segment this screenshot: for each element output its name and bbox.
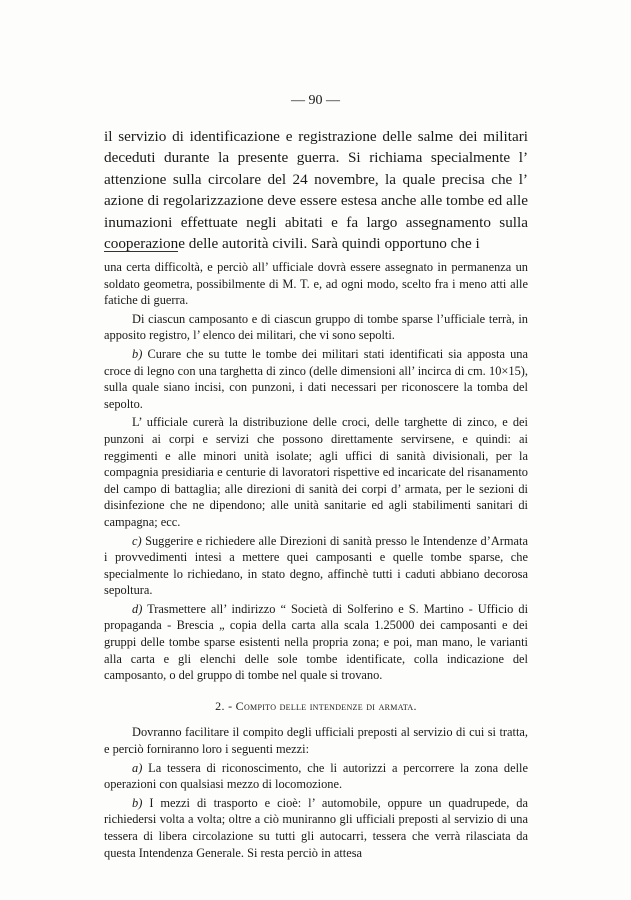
paragraph-1: una certa difficoltà, e perciò all’ ufficiale dovrà essere assegnato in permanenza un soldato geometra, possibilmente di M. T. e, ad ogni modo, scelto fra i meno atti alle fatiche di guerra. (104, 260, 528, 308)
paragraph-2: Di ciascun camposanto e di ciascun gruppo di tombe sparse l’ufficiale terrà, in apposito registro, l’ elenco dei militari, che vi sono sepolti. (104, 311, 528, 343)
item-b-label: b) (132, 346, 143, 361)
paragraph-5 (104, 533, 528, 599)
page-number: — 90 — (291, 93, 340, 108)
continued-text-block (104, 259, 528, 863)
section-heading: 2. - Compito delle intendenze di armata. (215, 698, 417, 713)
paragraph-9 (104, 795, 528, 861)
item-b2-label: b) (132, 795, 143, 810)
paragraph-8 (104, 760, 528, 793)
main-paragraph: il servizio di identificazione e registrazione delle salme dei militari deceduti durante la presente guerra. Si richiama specialmente l’ attenzione sulla circolare del 24 novembre, la quale precisa che l’ azione di regolarizzazione deve essere estesa anche alle tombe ed alle inumazioni effettuate negli abitati e fa largo assegnamento sulla cooperazione delle autorità civili. Sarà quindi opportuno che i (104, 128, 528, 253)
item-d-label: d) (132, 601, 143, 616)
item-c-label: c) (132, 533, 142, 548)
item-a-label: a) (132, 760, 143, 775)
item-b-text: Curare che su tutte le tombe dei militari stati identificati sia apposta una croce di legno con una targhetta di zinco (delle dimensioni all’ incirca di cm. 10×15), sulla quale siano incisi, con punzoni, i dati necessari per riconoscere la tomba del sepolto. (104, 346, 528, 411)
paragraph-4: L’ ufficiale curerà la distribuzione delle croci, delle targhette di zinco, e dei punzoni ai corpi e servizi che possono direttamente servirsene, e quindi: ai reggimenti e alle minori unità isolate; agli uffici di sanità divisionali, per la compagnia presidiaria e centurie di lavoratori rispettive ed incaricate del risanamento del campo di battaglia; alle direzioni di sanità dei corpi d’ armata, per le sezioni di disinfezione che ne dipendono; alle unità sanitarie ed agli stabilimenti sanitari di campagna; ecc. (104, 415, 528, 529)
item-c-text: Suggerire e richiedere alle Direzioni di sanità presso le Intendenze d’Armata i provvedimenti intesi a mettere quei camposanti e quelle tombe sparse, che specialmente lo richiedano, in stato degno, affinchè tutti i caduti abbiano decorosa sepoltura. (104, 533, 528, 598)
item-a-text: La tessera di riconoscimento, che li autorizzi a percorrere la zona delle operazioni con qualsiasi mezzo di locomozione. (104, 760, 528, 792)
footnote-divider (104, 251, 178, 252)
paragraph-7: Dovranno facilitare il compito degli ufficiali preposti al servizio di cui si tratta, e perciò forniranno loro i seguenti mezzi: (104, 725, 528, 757)
item-d-text: Trasmettere all’ indirizzo “ Società di Solferino e S. Martino - Ufficio di propaganda - Brescia „ copia della carta alla scala 1.25000 dei camposanti e dei gruppi delle tombe sparse esistenti nella propria zona; e poi, man mano, le varianti alla carta e gli elenchi delle sole tombe identificate, colla indicazione del camposanto, o del gruppo di tombe nel quale si trovano. (104, 601, 529, 683)
paragraph-6 (104, 601, 528, 684)
paragraph-3 (104, 346, 528, 412)
main-text-block (104, 126, 528, 254)
item-b2-text: I mezzi di trasporto e cioè: l’ automobile, oppure un quadrupede, da richiedersi volta a volta; oltre a ciò muniranno gli ufficiali preposti al servizio di una tessera di libera circolazione su tutti gli autocarri, tessera che verrà rilasciata da questa Intendenza Generale. Si resta perciò in attesa (104, 795, 528, 860)
